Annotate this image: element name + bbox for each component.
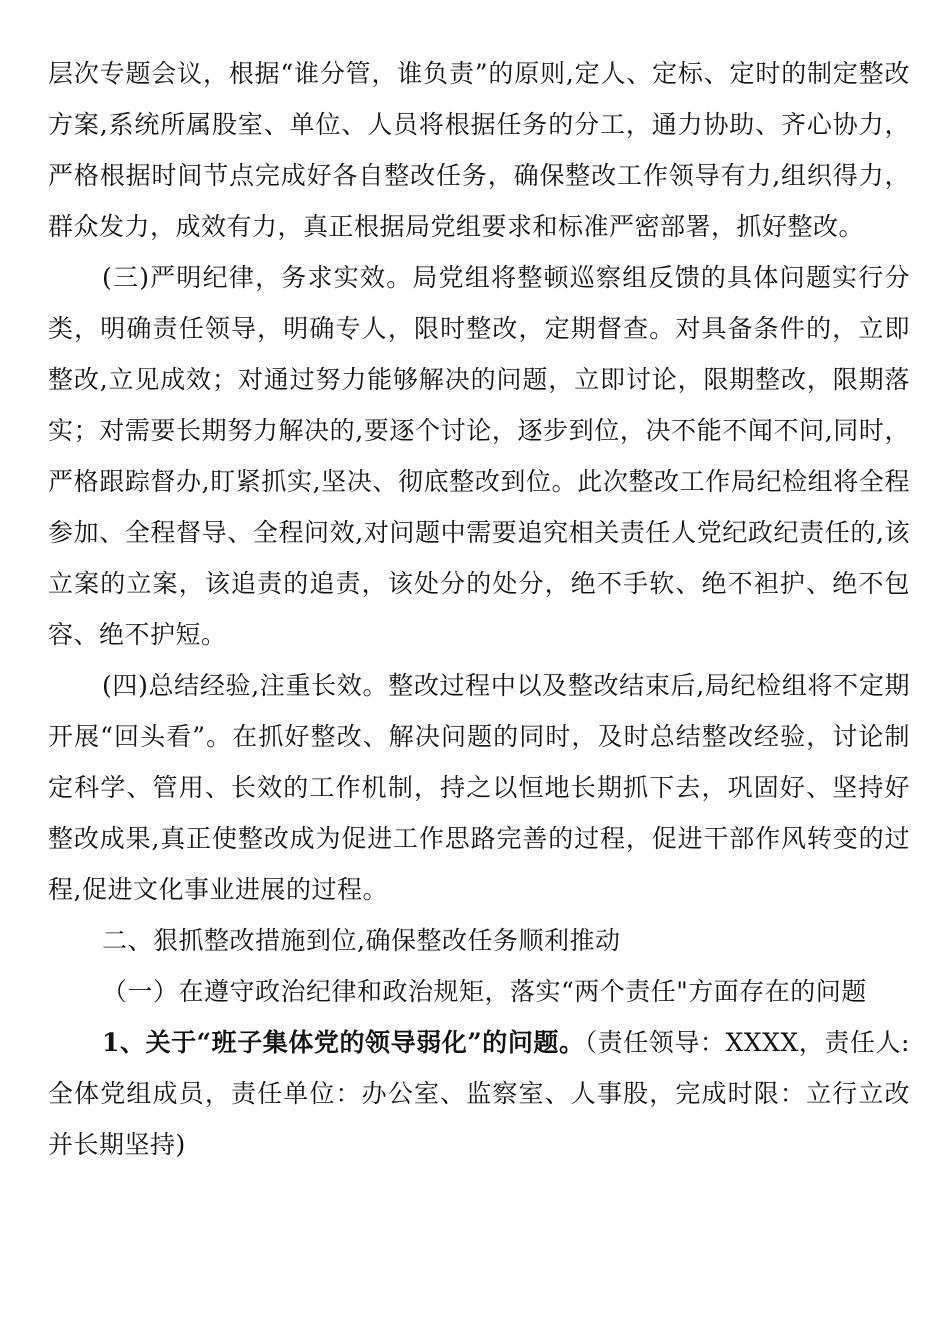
paragraph-discipline: (三)严明纪律，务求实效。局党组将整顿巡察组反馈的具体问题实行分类，明确责任领导，明确专人，限时整改，定期督查。对具备条件的，立即整改,立见成效；对通过努力能够解决的问题，立即讨论，限期整改，限期落实；对需要长期努力解决的,要逐个讨论，逐步到位，决不能不闻不问,同时，严格跟踪督办,盯紧抓实,坚决、彻底整改到位。此次整改工作局纪检组将全程参加、全程督导、全程问效,对问题中需要追究相关责任人党纪政纪责任的,该立案的立案，该追责的追责，该处分的处分，绝不手软、绝不袒护、绝不包容、绝不护短。 — [48, 263, 910, 649]
section-heading-two: 二、狠抓整改措施到位,确保整改任务顺利推动 — [102, 926, 621, 955]
document-page — [48, 48, 910, 1170]
item-one — [48, 1017, 910, 1170]
subsection-heading-one: （一）在遵守政治纪律和政治规矩，落实“两个责任"方面存在的问题 — [102, 977, 867, 1006]
item-one-details: （责任领导：XXXX，责任人:全体党组成员，责任单位：办公室、监察室、人事股，完成时限：立行立改并长期坚持) — [48, 1028, 910, 1159]
item-one-title: 1、关于“班子集体党的领导弱化”的问题。 — [102, 1028, 585, 1057]
paragraph-summary: (四)总结经验,注重长效。整改过程中以及整改结束后,局纪检组将不定期开展“回头看”。在抓好整改、解决问题的同时，及时总结整改经验，讨论制定科学、管用、长效的工作机制，持之以恒地长期抓下去，巩固好、坚持好整改成果,真正使整改成为促进工作思路完善的过程，促进干部作风转变的过程,促进文化事业进展的过程。 — [48, 671, 910, 904]
paragraph-organization: 层次专题会议，根据“谁分管，谁负责”的原则,定人、定标、定时的制定整改方案,系统所属股室、单位、人员将根据任务的分工，通力协助、齐心协力，严格根据时间节点完成好各自整改任务，确保整改工作领导有力,组织得力，群众发力，成效有力，真正根据局党组要求和标准严密部署，抓好整改。 — [48, 59, 910, 241]
